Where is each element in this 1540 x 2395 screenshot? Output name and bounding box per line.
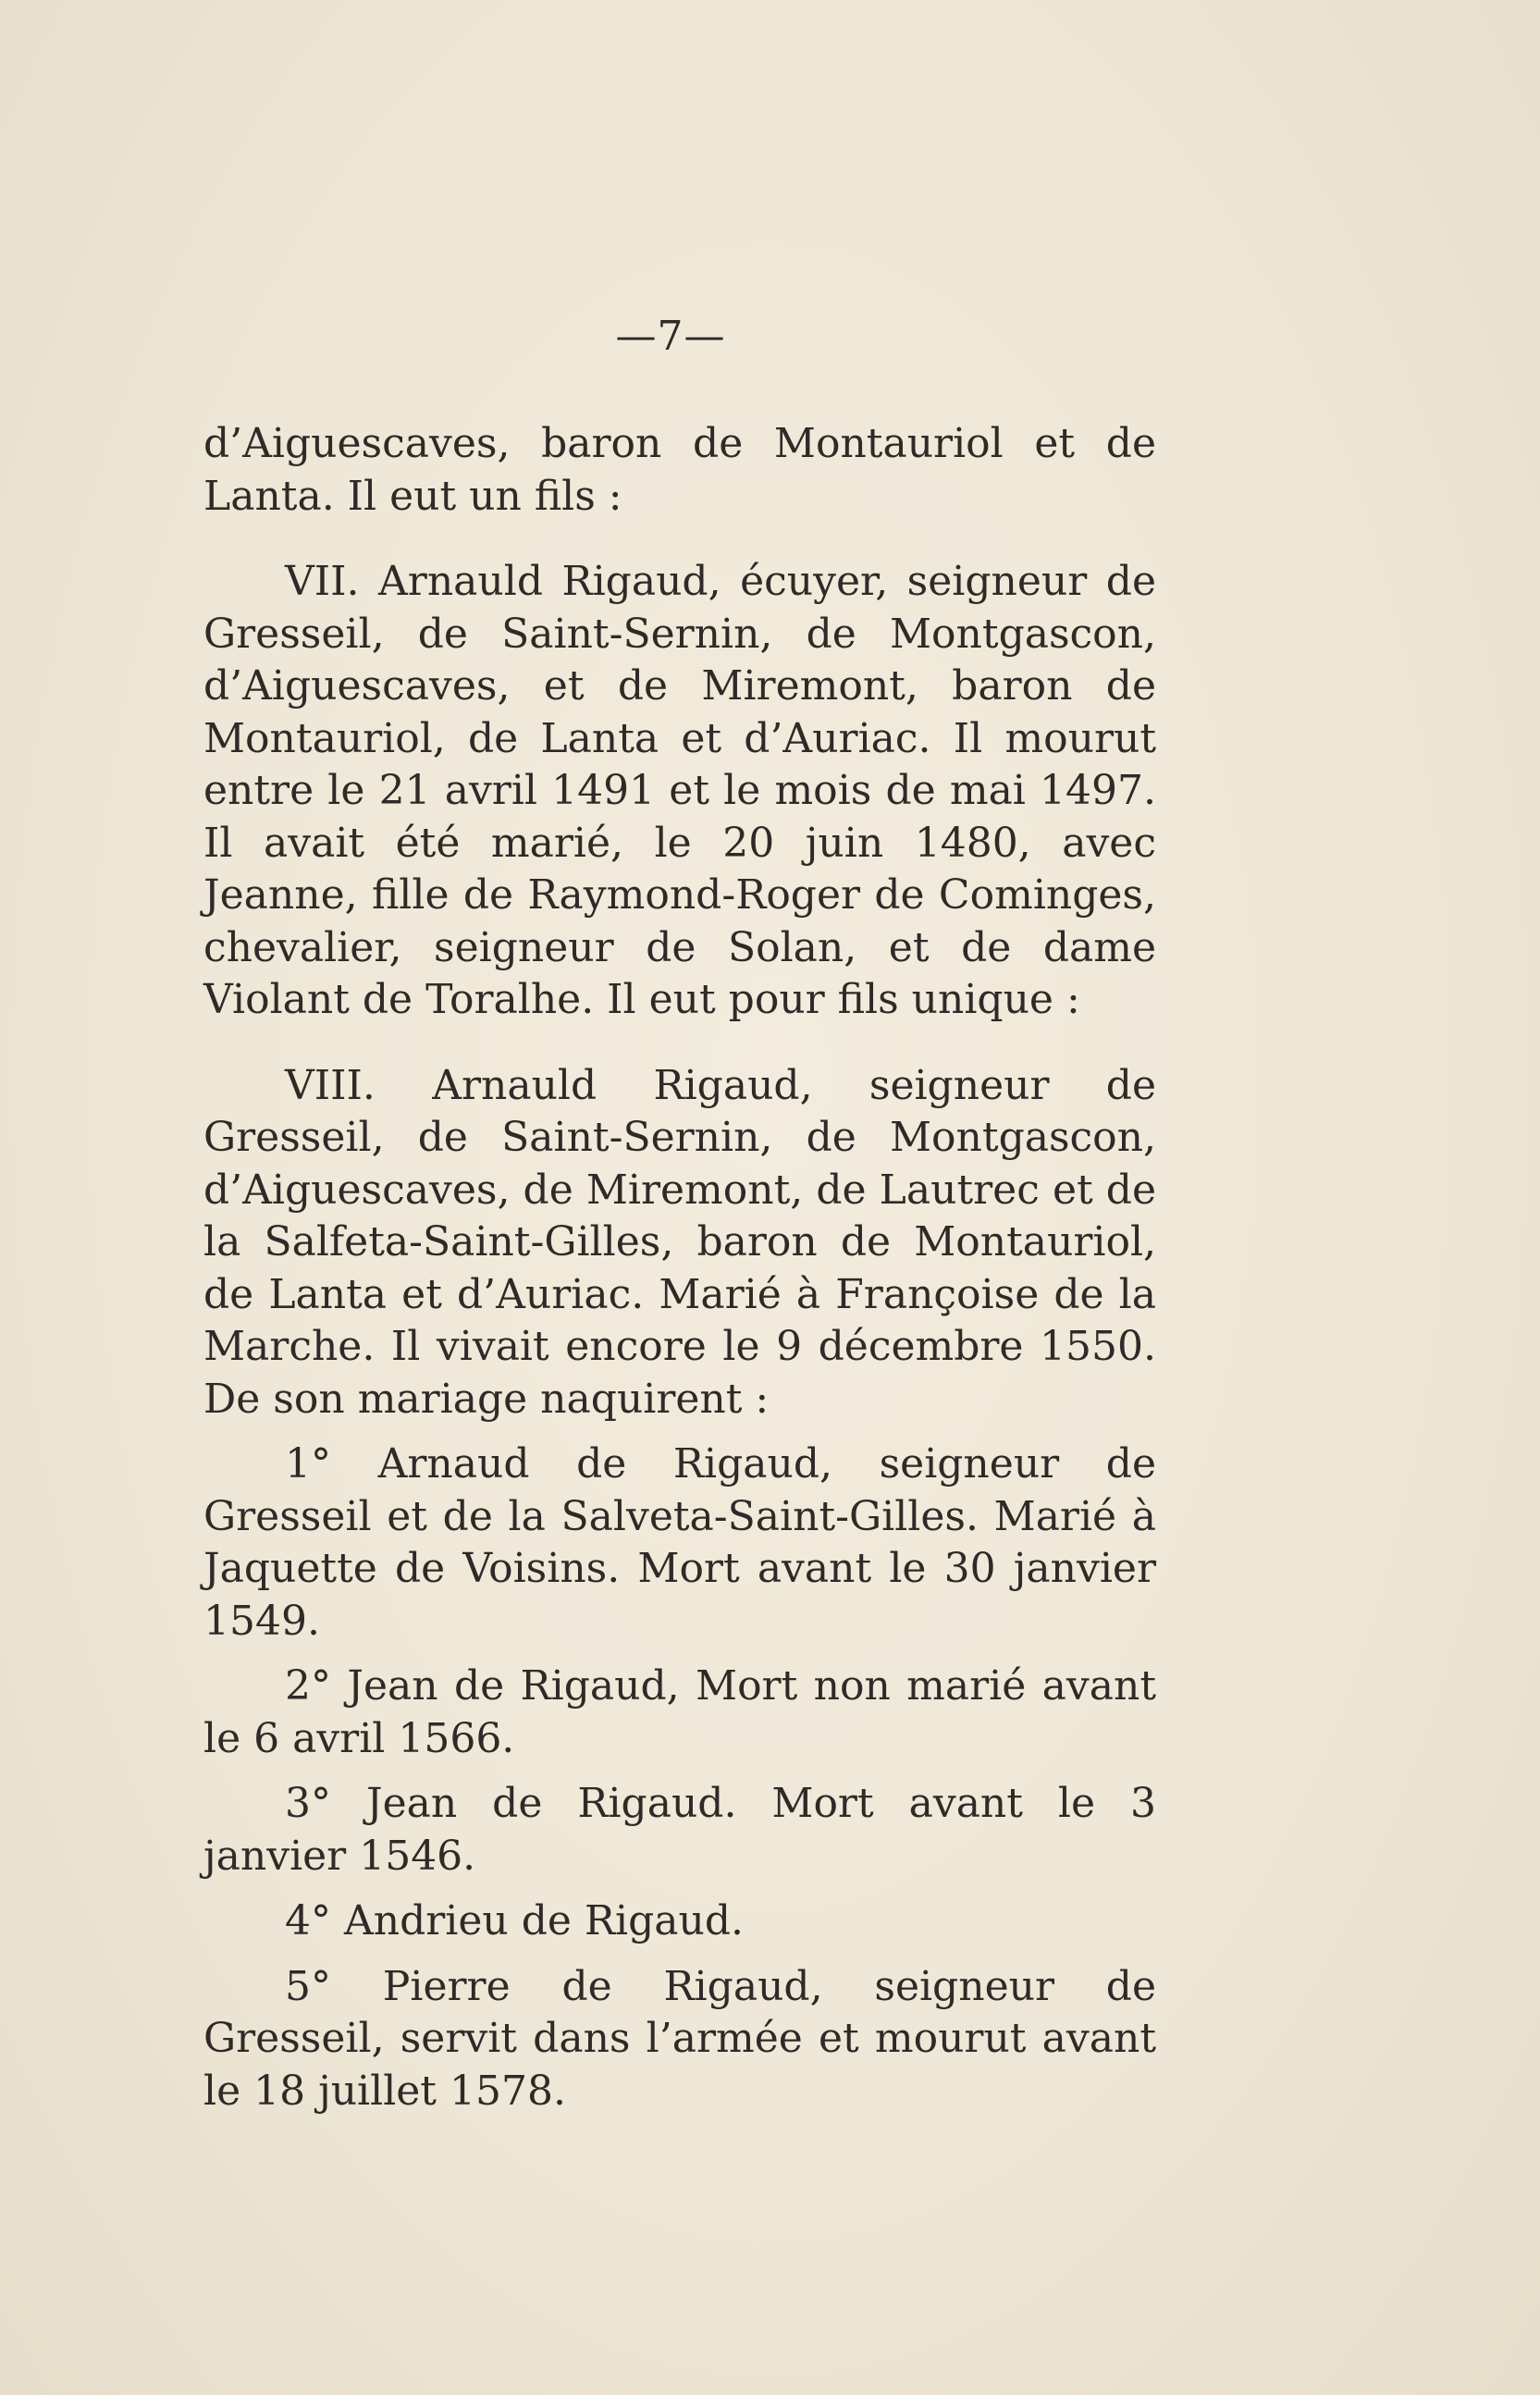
page-body-text <box>203 418 1156 2117</box>
paragraph-child-3: 3° Jean de Rigaud. Mort avant le 3 janvier 1546. <box>203 1780 1156 1880</box>
paragraph-child-1: 1° Arnaud de Rigaud, seigneur de Gresseil et de la Salveta-Saint-Gilles. Marié à Jaquette de Voisins. Mort avant le 30 janvier 1549. <box>203 1440 1156 1645</box>
paragraph-continuation: d’Aiguescaves, baron de Montauriol et de Lanta. Il eut un fils : <box>203 420 1156 520</box>
paragraph-child-2: 2° Jean de Rigaud, Mort non marié avant le 6 avril 1566. <box>203 1662 1156 1762</box>
paragraph-generation-viii: VIII. Arnauld Rigaud, seigneur de Gresseil, de Saint-Sernin, de Montgascon, d’Aiguescaves, de Miremont, de Lautrec et de la Salfeta-Saint-Gilles, baron de Montauriol, de Lanta et d’Auriac. Marié à Françoise de la Marche. Il vivait encore le 9 décembre 1550. De son mariage naquirent : <box>203 1061 1156 1423</box>
paragraph-generation-vii: VII. Arnauld Rigaud, écuyer, seigneur de Gresseil, de Saint-Sernin, de Montgascon, d’Aiguescaves, et de Miremont, baron de Montauriol, de Lanta et d’Auriac. Il mourut entre le 21 avril 1491 et le mois de mai 1497. Il avait été marié, le 20 juin 1480, avec Jeanne, fille de Raymond-Roger de Cominges, chevalier, seigneur de Solan, et de dame Violant de Toralhe. Il eut pour fils unique : <box>203 558 1156 1023</box>
paragraph-child-5: 5° Pierre de Rigaud, seigneur de Gresseil, servit dans l’armée et mourut avant le 18 juillet 1578. <box>203 1962 1156 2115</box>
paragraph-child-4: 4° Andrieu de Rigaud. <box>285 1897 745 1944</box>
page-number: —7— <box>615 313 726 360</box>
